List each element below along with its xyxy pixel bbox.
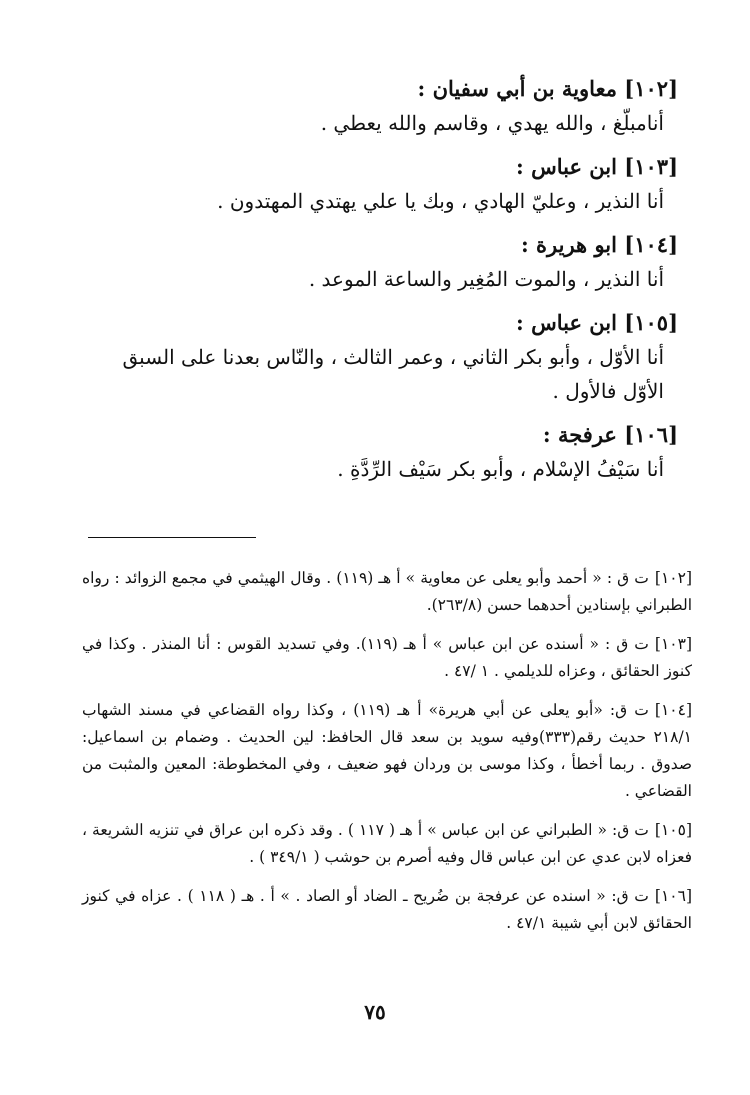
entry-number: [١٠٣] [624,154,678,179]
footnote-text: ت ق : « أسنده عن ابن عباس » أ هـ (١١٩). وفي تسديد القوس : أنا المنذر . وكذا في كنوز الحقائق ، وعزاه للديلمي . ١ /٤٧ . [82,635,692,680]
entry-narrator: ابن عباس : [516,154,617,179]
entry-narrator: ابو هريرة : [520,232,617,257]
footnote-number: [١٠٣] [654,635,692,653]
entry-text: أنا النذير ، والموت المُغِير والساعة الموعد . [308,267,664,291]
footnote-106 [82,883,692,937]
footnote-text: ت ق: « الطبراني عن ابن عباس » أ هـ ( ١١٧ ) . وقد ذكره ابن عراق في تنزيه الشريعة ، فعزاه لابن عدي عن ابن عباس قال وفيه أصرم بن حوشب ( ٣٤٩/١ ) . [82,821,692,866]
entry-text: أنامبلّغ ، والله يهدي ، وقاسم والله يعطي . [320,111,664,135]
footnote-number: [١٠٥] [654,821,693,839]
footnote-103 [82,631,692,685]
hadith-entries [88,72,678,496]
footnote-102 [82,565,692,619]
footnote-divider [88,537,256,538]
page-number: ٧٥ [364,1000,386,1024]
entry-102 [88,72,678,140]
entry-number: [١٠٦] [624,422,678,447]
entry-text-continued: الأوّل فالأول . [552,379,664,403]
entry-105 [88,306,678,408]
entry-narrator: معاوية بن أبي سفيان : [417,76,617,101]
entry-106 [88,418,678,486]
footnote-number: [١٠٦] [654,887,692,905]
entry-text: أنا الأوّل ، وأبو بكر الثاني ، وعمر الثالث ، والنّاس بعدنا على السبق [122,345,664,369]
footnote-text: ت ق: « اسنده عن عرفجة بن ضُريح ـ الضاد أو الصاد . » أ . هـ ( ١١٨ ) . عزاه في كنوز الحقائق لابن أبي شيبة ٤٧/١ . [82,887,692,932]
entry-narrator: عرفجة : [542,422,617,447]
entry-number: [١٠٢] [624,76,678,101]
entry-104 [88,228,678,296]
entry-number: [١٠٥] [624,310,678,335]
footnote-104 [82,697,692,805]
footnote-number: [١٠٢] [654,569,693,587]
entry-number: [١٠٤] [624,232,678,257]
entry-text: أنا النذير ، وعليّ الهادي ، وبك يا علي يهتدي المهتدون . [217,189,664,213]
entry-narrator: ابن عباس : [516,310,617,335]
entry-text: أنا سَيْفُ الإسْلام ، وأبو بكر سَيْف الرِّدَّةِ . [337,457,664,481]
footnotes [82,565,692,949]
footnote-text: ت ق: «أبو يعلى عن أبي هريرة» أ هـ (١١٩) ، وكذا رواه القضاعي في مسند الشهاب ٢١٨/١ حديث رقم(٣٣٣)وفيه سويد بن سعد قال الحافظ: لين الحديث . وضمام بن اسماعيل: صدوق . ربما أخطأ ، وكذا موسى بن وردان فهو ضعيف ، وفي المخطوطة: المعين والمثبت من القضاعي . [82,701,692,800]
footnote-text: ت ق : « أحمد وأبو يعلى عن معاوية » أ هـ (١١٩) . وقال الهيثمي في مجمع الزوائد : رواه الطبراني بإسنادين أحدهما حسن (٢٦٣/٨). [82,569,692,614]
footnote-105 [82,817,692,871]
footnote-number: [١٠٤] [654,701,692,719]
entry-103 [88,150,678,218]
